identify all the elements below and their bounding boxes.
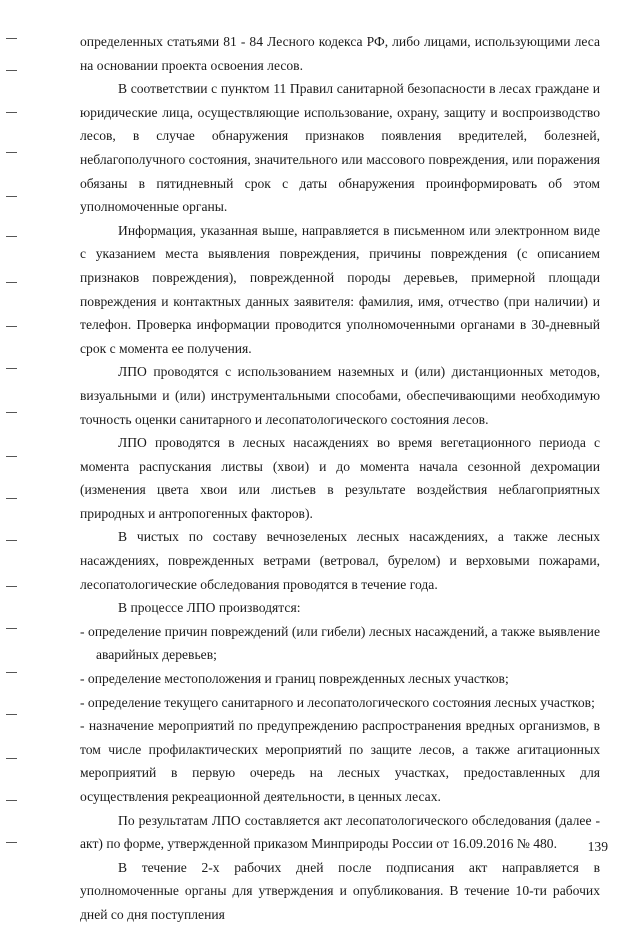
- margin-tick: [6, 326, 17, 327]
- margin-tick: [6, 112, 17, 113]
- margin-tick: [6, 236, 17, 237]
- document-body: [80, 30, 600, 927]
- margin-tick: [6, 368, 17, 369]
- paragraph-act: По результатам ЛПО составляется акт лесопатологического обследования (далее - акт) по форме, утвержденной приказом Минприроды России от 16.09.2016 № 480.: [80, 812, 600, 852]
- paragraph-information: Информация, указанная выше, направляется в письменном или электронном виде с указанием места выявления повреждения, причины повреждения (с описанием признаков повреждения), поврежденной породы деревьев, примерной площади повреждения и контактных данных заявителя: фамилия, имя, отчество (при наличии) и телефон. Проверка информации проводится уполномоченными органами в 30-дневный срок с момента ее получения.: [80, 222, 600, 356]
- margin-tick: [6, 196, 17, 197]
- margin-tick: [6, 800, 17, 801]
- margin-tick: [6, 498, 17, 499]
- paragraph-lpo-process: В процессе ЛПО производятся:: [118, 600, 301, 616]
- margin-tick: [6, 70, 17, 71]
- margin-tick: [6, 540, 17, 541]
- margin-tick: [6, 714, 17, 715]
- paragraph-approval: В течение 2-х рабочих дней после подписания акт направляется в уполномоченные органы для утверждения и опубликования. В течение 10-ти рабочих дней со дня поступления: [80, 859, 600, 922]
- paragraph-evergreen: В чистых по составу вечнозеленых лесных насаждениях, а также лесных насаждениях, поврежденных ветрами (ветровал, бурелом) и верховыми пожарами, лесопатологические обследования проводятся в течение года.: [80, 529, 600, 592]
- margin-tick: [6, 628, 17, 629]
- margin-tick: [6, 456, 17, 457]
- list-item: - определение местоположения и границ поврежденных лесных участков;: [80, 671, 509, 687]
- paragraph-lpo-methods: ЛПО проводятся с использованием наземных и (или) дистанционных методов, визуальными и (или) инструментальными способами, обеспечивающими необходимую точность оценки санитарного и лесопатологического состояния лесов.: [80, 364, 600, 427]
- paragraph-continuation: определенных статьями 81 - 84 Лесного кодекса РФ, либо лицами, использующими леса на основании проекта освоения лесов.: [80, 34, 600, 73]
- page-number: 139: [587, 839, 608, 854]
- paragraph-sanitary-rules: В соответствии с пунктом 11 Правил санитарной безопасности в лесах граждане и юридические лица, осуществляющие использование, охрану, защиту и воспроизводство лесов, в случае обнаружения признаков появления вредителей, болезней, неблагополучного состояния, значительного или массового повреждения, или поражения обязаны в пятидневный срок с даты обнаружения проинформировать об этом уполномоченные органы.: [80, 81, 600, 215]
- list-item: - определение причин повреждений (или гибели) лесных насаждений, а также выявление аварийных деревьев;: [80, 623, 600, 663]
- margin-tick: [6, 152, 17, 153]
- margin-tick: [6, 672, 17, 673]
- list-item: - определение текущего санитарного и лесопатологического состояния лесных участков;: [80, 694, 595, 710]
- margin-tick: [6, 38, 17, 39]
- margin-tick: [6, 758, 17, 759]
- margin-tick: [6, 842, 17, 843]
- paragraph-lpo-period: ЛПО проводятся в лесных насаждениях во время вегетационного периода с момента распускания листвы (хвои) и до момента начала сезонной дехромации (изменения цвета хвои или листьев в результате воздействия неблагоприятных природных и антропогенных факторов).: [80, 435, 600, 521]
- margin-tick: [6, 586, 17, 587]
- margin-tick: [6, 282, 17, 283]
- list-item: - назначение мероприятий по предупреждению распространения вредных организмов, в том числе профилактических мероприятий по защите лесов, а также агитационных мероприятий в первую очередь на лесных участках, предоставленных для осуществления рекреационной деятельности, в ценных лесах.: [80, 718, 600, 804]
- binding-margin-marks: [6, 0, 18, 905]
- margin-tick: [6, 412, 17, 413]
